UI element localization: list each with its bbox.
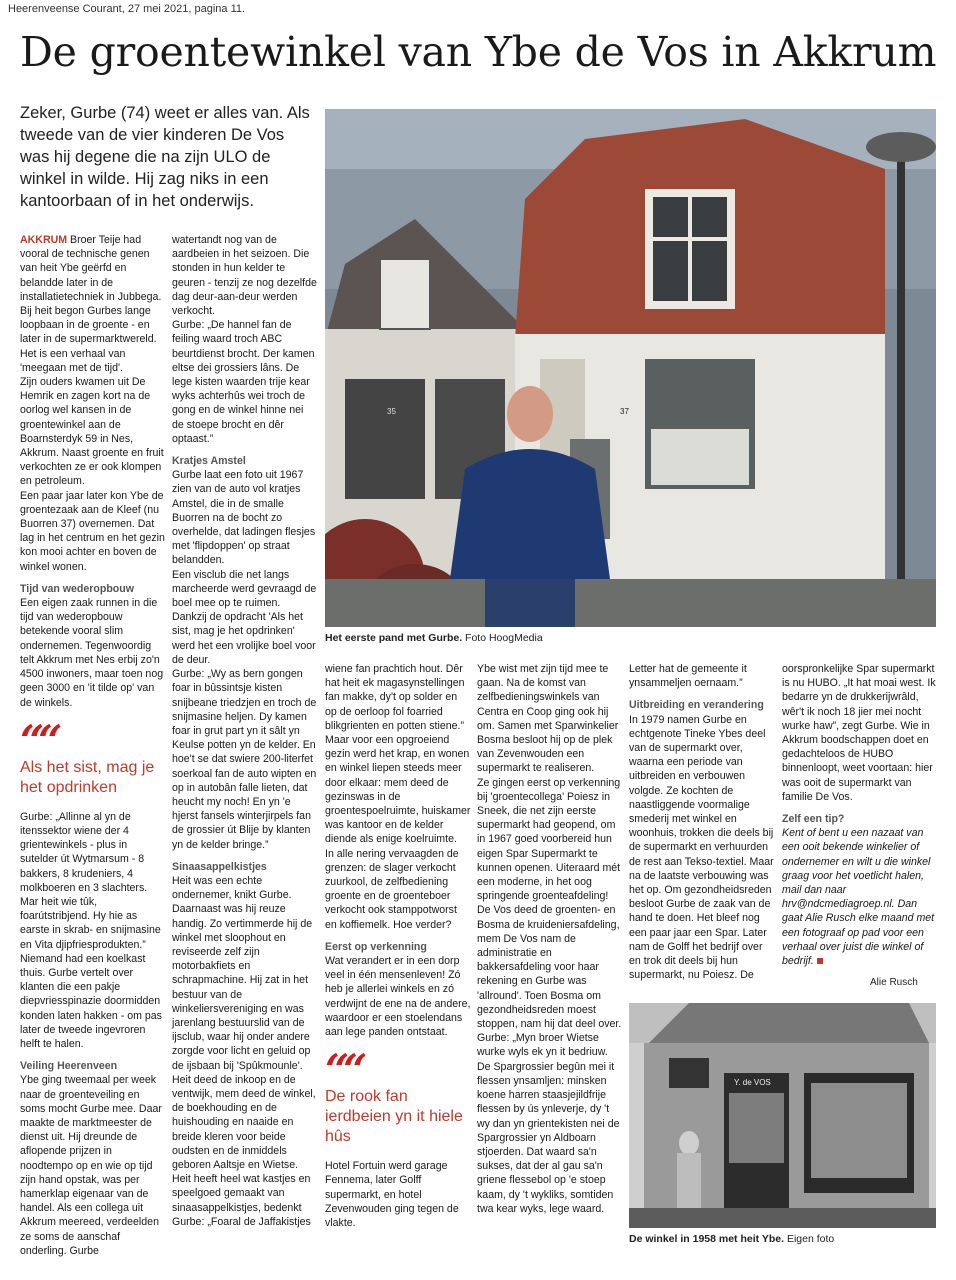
- subheading-uitbreiding-en-verandering: Uitbreiding en verandering: [629, 699, 764, 712]
- house-number-35: 35: [387, 407, 396, 416]
- pull-quote-2: De rook fan ierdbeien yn it hiele hûs: [325, 1088, 463, 1146]
- headline: De groentewinkel van Ybe de Vos in Akkrum: [20, 28, 937, 76]
- house-number-37: 37: [620, 407, 629, 416]
- col1-p5: Gurbe: „Allinne al yn de itenssektor wiene der 4 grientewinkels - plus in sutelder út Wytmarsum - 8 bakkers, 8 krudeniers, 4 molkboeren en 3 slachters. Mar heit wie tûk, foarútstribjend. Hy hie as earste in skrab- en snijmasine en Vita djipfriesprodukten.” Niemand had een koelkast thuis. Gurbe vertelt over klanten die een pakje diepvriesspinazie doormidden konden laten hakken - om pas later de tweede ingevroren helft te halen.: [20, 810, 162, 1050]
- col5-p1: Letter hat de gemeente it ynsammeljen oernaam.”: [629, 663, 747, 690]
- col4-p2: Ze gingen eerst op verkenning bij 'groentecollega' Poiesz in Sneek, die net zijn eerste supermarkt had geopend, om in 1967 goed voorbereid hun eigen Spar Supermarkt te kunnen openen. Uiteraard mét een moderne, in het oog springende groenteafdeling!: [477, 776, 621, 903]
- col2-p5: Gurbe: „Wy as bern gongen foar in bûssintsje kisten snijbeane triedzjen en troch de snijmasine heljen. Dy kamen foar in grut part yn it sâlt yn Keulse potten yn de kelder. En hoe't se dat swiere 200-literfet soerkoal fan de auto wipten en op in autobân falle lieten, dat heucht my noch! En yn 'e hjerst fansels winterjirpels fan de grossier út Blije by klanten yn de kelder bringe.”: [172, 668, 317, 851]
- col2-p1: watertandt nog van de aardbeien in het seizoen. Die stonden in hun kelder te geuren - tenzij ze nog dezelfde dag deur-aan-deur werden verkocht.: [172, 234, 317, 318]
- quote-icon: ““: [20, 715, 57, 765]
- subheading-tijd-van-wederopbouw: Tijd van wederopbouw: [20, 582, 134, 595]
- subheading-veiling-heerenveen: Veiling Heerenveen: [20, 1060, 118, 1073]
- col2-p3: Gurbe laat een foto uit 1967 zien van de auto vol kratjes Amstel, die in de smalle Buorren na de bocht zo overhelde, dat ladingen flesjes met 'flipdoppen' op straat belandden.: [172, 469, 316, 567]
- dateline: AKKRUM: [20, 234, 68, 246]
- main-caption-credit: Foto HoogMedia: [465, 632, 543, 644]
- historic-caption-bold: De winkel in 1958 met heit Ybe.: [629, 1233, 785, 1245]
- column-5: [629, 662, 775, 982]
- column-2: [172, 233, 318, 1229]
- col3-p1: wiene fan prachtich hout. Dêr hat heit ek magasynstellingen fan makke, dy't op solder en op de oerloop fol foarried blikgrienten en potten stiene.”: [325, 663, 465, 732]
- column-3: [325, 662, 471, 1230]
- col1-p4: Een eigen zaak runnen in die tijd van wederopbouw betekende vooral slim ondernemen. Tegenwoordig telt Akkrum met Nes erbij zo'n 4500 inwoners, maar toen nog geen 3000 en 'it tilde op' van de winkels.: [20, 597, 164, 709]
- shop-sign: Y. de VOS: [734, 1078, 771, 1087]
- subheading-kratjes-amstel: Kratjes Amstel: [172, 455, 246, 468]
- col3-p3: In alle nering vervaagden de grenzen: de slager verkocht zuurkool, de zelfbediening groente en de groenteboer verkocht ook stamppotworst en koffiemelk. Hoe verder?: [325, 847, 459, 931]
- end-mark-icon: [817, 958, 823, 964]
- col2-p4: Een visclub die net langs marcheerde werd gevraagd de boel mee op te ruimen. Dankzij de opdracht 'Als het sist, mag je het opdrinken' werd het een vrolijke boel voor de deur.: [172, 568, 317, 666]
- intro-text: Zeker, Gurbe (74) weet er alles van. Als tweede van de vier kinderen De Vos was hij degene die na zijn ULO de winkel in wilde. Hij zag niks in een kantoorbaan of in het onderwijs.: [20, 104, 310, 210]
- col2-p2: Gurbe: „De hannel fan de feiling waard troch ABC beurtdienst brocht. Der kamen eltse dei grossiers lâns. De lege kisten waarden trije kear wyks achterhûs wei troch de gong en de winkel hinne nei de stoepe brocht en dêr optaast.”: [172, 319, 315, 445]
- col3-p2: Maar voor een opgroeiend gezin werd het krap, en wonen en winkel liepen steeds meer door elkaar: mem deed de gezinswas in de groentespoelruimte, huiskamer was kantoor en de kelder diende als enige koelruimte.: [325, 734, 471, 846]
- col1-p6: Ybe ging tweemaal per week naar de groenteveiling en soms mocht Gurbe mee. Daar maakte de marktmeester de dienst uit. Hij dreunde de aflopende prijzen in noodtempo op en wie op tijd zijn hand opstak, was per hamerklap eigenaar van de handel. Als een collega uit Akkrum meereed, verdeelden ze soms de aanschaf onderling. Gurbe: [20, 1074, 162, 1257]
- historic-caption-credit: Eigen foto: [786, 1233, 835, 1245]
- col1-p1: Broer Teije had vooral de technische genen van heit Ybe geërfd en belandde later in de installatietechniek in Jubbega. Bij heit begon Gurbes lange loopbaan in de groente - en later in de supermarktwereld. Het is een verhaal van 'meegaan met de tijd'.: [20, 234, 162, 374]
- col2-p6: Heit was een echte ondernemer, knikt Gurbe. Daarnaast was hij reuze handig. Zo vertimmerde hij de winkel met sloophout en reviseerde zelf zijn motorbakfiets en schrapmachine. Hij zat in het bestuur van de winkeliersvereniging en was jarenlang bestuurslid van de ijsclub, waar hij onder andere zorgde voor licht en geluid op de ijsbaan bij 'Spûkmounle'. Heit deed de inkoop en de ventwijk, mem deed de winkel, de boekhouding en de huishouding en naaide en breide kleren voor beide oudsten en de inmiddels geboren Aaltsje en Wietse. Heit heeft heel wat kastjes en speelgoed gemaakt van sinaasappelkistjes, bedenkt Gurbe: „Foaral de Jaffakistjes: [172, 874, 316, 1228]
- col1-p3: Een paar jaar later kon Ybe de groentezaak aan de Kleef (nu Buorren 37) overnemen. Dat lag in het centrum en het gezin kon mooi achter en boven de winkel wonen.: [20, 489, 165, 573]
- col3-p4: Wat verandert er in een dorp veel in één mensenleven! Zó heb je allerlei winkels en zó verdwijnt de ene na de andere, waardoor er een stoelendans aan lege panden ontstaat.: [325, 955, 471, 1039]
- column-4: [477, 662, 623, 1216]
- historic-photo-caption: [629, 1233, 936, 1245]
- col1-p2: Zijn ouders kwamen uit De Hemrik en zagen kort na de oorlog wel kansen in de groentewinkel aan de Boarnsterdyk 59 in Nes, Akkrum. Naast groente en fruit verkochten ze er ook klompen en petroleum.: [20, 376, 164, 488]
- quote-icon: ““: [325, 1045, 362, 1095]
- col5-p2: In 1979 namen Gurbe en echtgenote Tineke Ybes deel van de supermarkt over, waarna een periode van uitbreiden en verbouwen volgde. Ze kochten de naastliggende voormalige smederij met winkel en woonhuis, trokken die deels bij de supermarkt en verhuurden de rest aan Tekso-textiel. Maar na de laatste verbouwing was het op. Om gezondheidsreden besloot Gurbe de zaak van de hand te doen. Het bleef nog een paar jaar een Spar. Later nam de Golff het bedrijf over en trok dit deels bij hun supermarkt, nu Poiesz. De: [629, 713, 774, 982]
- col4-p3: De Vos deed de groenten- en Bosma de kruideniersafdeling, mem De Vos nam de administratie en bakkersafdeling voor haar rekening en Gurbe was 'allround'. Toen Bosma om gezondheidsreden moest stoppen, nam hij dat deel over.: [477, 904, 622, 1031]
- subheading-zelf-een-tip: Zelf een tip?: [782, 813, 845, 826]
- col3-p5: Hotel Fortuin werd garage Fennema, later Golff supermarkt, en hotel Zevenwouden ging tegen de vlakte.: [325, 1160, 459, 1230]
- main-photo-caption: [325, 632, 936, 644]
- main-photo: [325, 109, 936, 627]
- col4-p1: Ybe wist met zijn tijd mee te gaan. Na de komst van zelfbedieningswinkels van Centra en Coop ging ook hij om. Samen met Sparwinkelier Bosma besloot hij op de plek van Zevenwouden een supermarkt te realiseren.: [477, 663, 619, 775]
- pull-quote-1: Als het sist, mag je het opdrinken: [20, 758, 155, 796]
- subheading-eerst-op-verkenning: Eerst op verkenning: [325, 940, 427, 953]
- author-byline: Alie Rusch: [870, 977, 918, 988]
- col6-p2: Kent of bent u een nazaat van een ooit bekende winkelier of ondernemer en wilt u die winkel graag voor het voetlicht halen, mail dan naar hrv@ndcmediagroep.nl. Dan gaat Alie Rusch elke maand met een fotograaf op pad voor een verhaal over juist die winkel of bedrijf.: [782, 827, 935, 968]
- col4-p4: Gurbe: „Myn broer Wietse wurke wyls ek yn it bedriuw. De Spargrossier begûn mei it flessen ynsamljen: minsken koene harren staasjejildfrije flessen by ús ynleverje, dy 't wy dan yn grientekisten nei de Spargrossier yn Aldboarn stjoerden. Dat waard sa'n sukses, dat der al gau sa'n griene flessebol op 'e stoep kaam, dy 't wykliks, somtiden twa kear wyks, lege waard.: [477, 1032, 620, 1215]
- column-6: [782, 662, 936, 968]
- historic-photo: [629, 1003, 936, 1228]
- column-1: [20, 233, 166, 1258]
- newspaper-header: Heerenveense Courant, 27 mei 2021, pagina 11.: [8, 3, 246, 15]
- subheading-sinaasappelkistjes: Sinaasappelkistjes: [172, 860, 267, 873]
- main-caption-bold: Het eerste pand met Gurbe.: [325, 632, 463, 644]
- col6-p1: oorspronkelijke Spar supermarkt is nu HUBO. „It hat moai west. Ik bedarre yn de drukkerijwrâld, wêr't ik noch 18 jier mei nocht wurke haw”, zegt Gurbe. Wie in Akkrum boodschappen doet en gedachteloos de HUBO binnenloopt, weet voortaan: hier was ooit de supermarkt van familie De Vos.: [782, 663, 936, 803]
